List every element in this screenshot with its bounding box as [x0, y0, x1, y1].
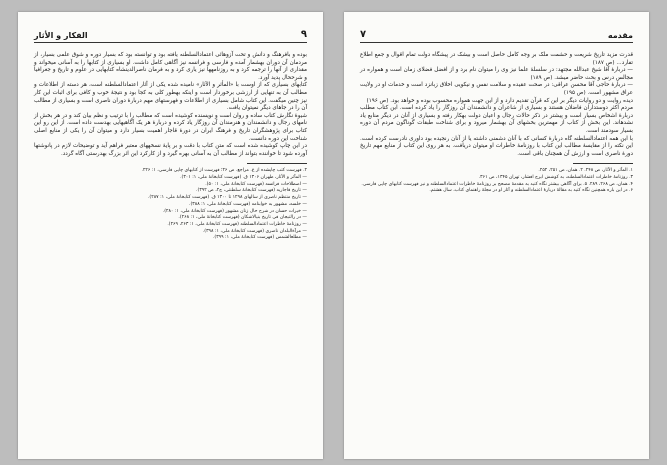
footnote-divider [573, 163, 633, 164]
footnotes [360, 168, 633, 195]
footnote: — مرآةالبلدان ناصری (فهرست کتابخانهٔ ملی، ۱: ۳۹۸). [202, 228, 307, 234]
footnote: ۳. روزنامهٔ خاطرات اعتمادالسلطنه، به کوشش ایرج افشار، تهران ۱۳۴۵، ص ۳۶۱. [478, 175, 633, 181]
footnote: ۴. همان، ص ۲۶۸، ۲۸۹. ۵. برای آگاهی بیشتر نگاه کنید به مقدمهٔ مصحح بر روزنامهٔ خاطرات اعتمادالسلطنه و نیز فهرست کتابهای چاپی فارسی. [361, 181, 633, 187]
footnote-divider [247, 163, 307, 164]
right-page-body [360, 52, 633, 445]
footnote: — اصطلاحات فرانسه (فهرست کتابخانهٔ ملی، ۱: ۵۰). [205, 181, 307, 187]
paragraph: با این همه اعتمادالسلطنه گاه دربارهٔ کسانی که با آنان دشمنی داشته یا از آنان رنجیده بود داوری نادرست کرده است. این نکته را از مقایسهٔ مطالب این کتاب با روزنامهٔ خاطرات او میتوان دریافت. به هر روی این کتاب از منابع مهم تاریخ دورهٔ ناصری است و ارزش آن همچنان باقی است. [360, 135, 633, 157]
left-page-header [34, 26, 307, 43]
right-page-header [360, 26, 633, 43]
running-head: الفکار و الأثار [34, 31, 88, 40]
paragraph: مردم اکثر دوستداران فاضلان هستند و بسیاری از شاعران و دانشمندان آن روزگار را یاد کرده است. این کتاب مطلب دربارهٔ اشخاص بسیار است و پیشتر در ذکر حالات رجال و اعیان دولت بهکار رفته و بسیاری از آنان در دیگر منابع یاد نشدهاند. این بخش از کتاب از مهمترین بخشهای آن بهشمار میرود و برای شناخت طبقات گوناگون مردم آن دوره بسیار سودمند است. [360, 105, 633, 134]
footnote: — مطلعالشمس (فهرست کتابخانهٔ ملی، ۱: ۳۹۹). [212, 235, 307, 241]
paragraph: در این چاپ کوشیده شده است که متن کتاب با دقت و بر پایهٔ نسخههای معتبر فراهم آید و توضیحات لازم در پانوشتها آورده شود تا خواننده بتواند از مطالب آن به آسانی بهره گیرد و از کارکرد این اثر بزرگ بهدرستی آگاه گردد. [34, 143, 307, 157]
paragraph: — دربارهٔ حاجی آقا محسن عراقی: در صحت عقیده و سلامت نفس و نیکویی اخلاق زبانزد است و خدمات او در ولایت عراق مشهور است. (ص ۱۹۵) [360, 82, 633, 96]
footnote: — تاریخ قاجاریه (فهرست کتابخانهٔ سلطنتی، ج۲، ص ۳۹۲). [196, 188, 307, 194]
footnote: — خلسه، مشهور به خوابنامه (فهرست کتابخانهٔ ملی، ۱: ۳۸۸). [189, 201, 307, 207]
page-number: ٩ [300, 29, 307, 40]
paragraph: بوده و بافرهنگ و دانش و تحت آزوهائی اعتمادالسلطنه یافته بود و توانسته بود که بسیار دوره و شوق علمی بسیار، از مردمان آن دوران بهشمار آمده و فارسی و فرانسه نیز آگاهی کامل داشت. او بسیاری از کتابها را به آسانی میخواند و مقداری از آنها را ترجمه کرد و به روزنامهها نیز یاری کرد و به فرمان ناصرالدینشاه کتابهایی در علوم و تاریخ و جغرافیا و شرححال پدید آورد. [34, 52, 307, 81]
paragraph: قدرت مزید تاریخ شریعت و حشمت ملک بر وجه کامل حاصل است و بیشک در پیشگاه دولت تمام اقوال و جمع اطلاع تفارد... (ص ۱۸۷) [360, 52, 633, 66]
footnote: ۲. فهرست کتب چاپشده از ع. مراجع. ص ۲۶؛ فهرست از کتابهای چاپی فارسی، ۱: ۲۲۶. [141, 168, 307, 174]
left-page-body [34, 52, 307, 445]
paragraph: دیده روایت و دو روایات دیگر بر این که قرآن تقدیم دارد و از این جهت همواره محسوب بوده و خواهد بود. (ص ۱۹۶) [366, 97, 633, 104]
paragraph: کتابهای بسیاری که از اوست با «المأثر و الآثار» نامیده شده یکی از آثار اعتمادالسلطنه است، هر دسته از اطلاعات و مطالب آن به تنهایی از ارزشی برخوردار است و اینکه بهطور کلی به کجا بود و نتیجهٔ خوب و کافی برای اثبات این کار نیز چنین میگفت. این کتاب شامل بسیاری از اطلاعات و فهرستهای مهم دربارهٔ دوران ناصری است و بسیاری از مطالب آن را در جاهای دیگر نمیتوان یافت. [33, 82, 307, 112]
page-number: ٧ [360, 29, 367, 40]
right-page [344, 12, 649, 459]
paragraph: — دربارهٔ آقا شیخ عبدالله مجتهد: در سلسلهٔ علما نیز وی را میتوان نام برد و از افضل فضلای زمان است و همواره در مجالس درس و بحث حاضر میشد. (ص ۱۸۹) [360, 67, 633, 81]
footnote: ۱. المآثر و الآثار، ص ۲۴۸. ۲. همان، ص ۲۵۱، ۲۵۲. [538, 168, 633, 174]
footnote: — خیرات حسان در شرح حال زنان مشهور (فهرست کتابخانهٔ ملی، ۱: ۲۸۰). [162, 208, 307, 214]
footnote: — المآثر و الآثار، طهران ۱۳۰۶ ق. (فهرست کتابخانهٔ ملی، ۱: ۳۰۱). [180, 175, 307, 181]
running-head: مقدمه [607, 31, 633, 40]
footnote: — در رالتیجان فی تاریخ بنیالاشکان (فهرست کتابخانهٔ ملی، ۱: ۲۶۸). [178, 215, 307, 221]
left-page [18, 12, 323, 459]
footnote: ۶. در این باره همچنین نگاه کنید به مقالهٔ دربارهٔ اعتمادالسلطنه و آثار او در مجلهٔ راهنمای کتاب، سال هشتم. [429, 188, 633, 194]
paragraph: شیوهٔ نگارش کتاب ساده و روان است و نویسنده کوشیده است که مطالب را با ترتیب و نظم بیان کند و در هر بخش از نامهای رجال و دانشمندان و هنرمندان آن روزگار یاد کرده و دربارهٔ هر یک آگاهیهایی بهدست داده است. از این رو این کتاب برای پژوهشگران تاریخ و فرهنگ ایران در دورهٔ قاجار اهمیت بسیار دارد و میتوان آن را یکی از منابع اصلی شناخت این دوره دانست. [34, 112, 307, 142]
footnotes [34, 168, 307, 242]
footnote: — تاریخ منتظم ناصری از سالهای ۱۲۹۸ تا ۱۳۰۰ ق. (فهرست کتابخانهٔ ملی، ۱: ۲۸۷). [147, 195, 307, 201]
footnote: — روزنامهٔ خاطرات اعتمادالسلطنه (فهرست کتابخانهٔ ملی، ۱: ۲۶۳، ۲۶۹). [167, 221, 307, 227]
